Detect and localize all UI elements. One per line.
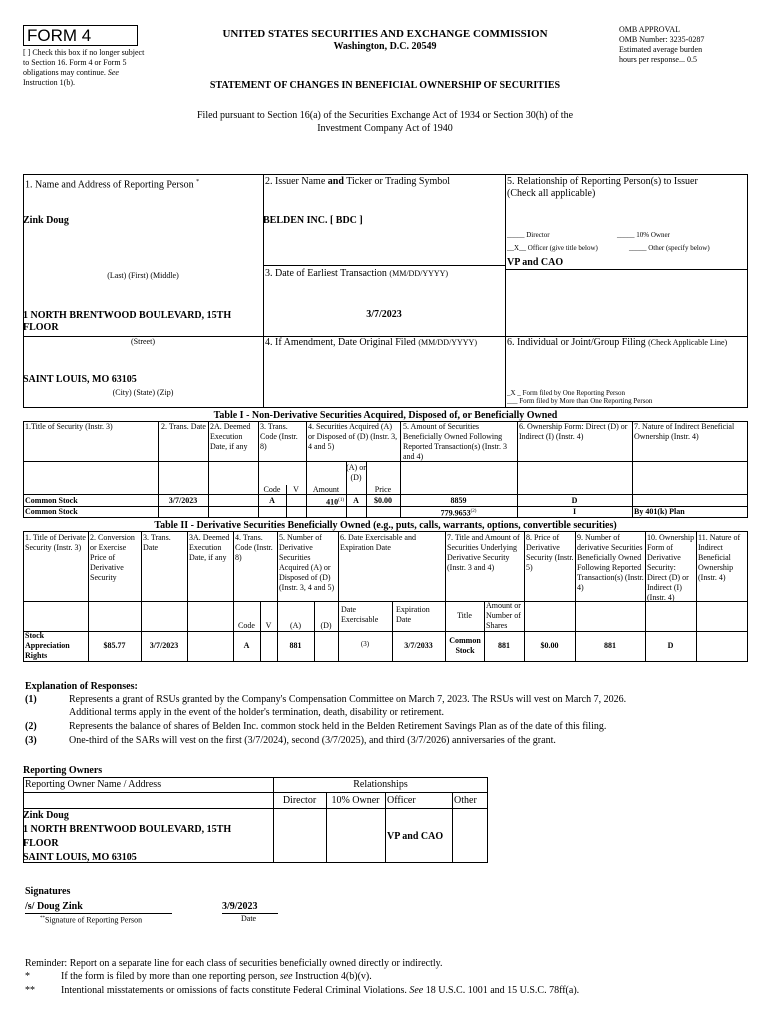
issuer-name: BELDEN INC. [ BDC ] — [263, 215, 363, 226]
t2-sub-a: (A) — [289, 621, 302, 630]
t1-r2-form: I — [572, 507, 577, 516]
relationship-officer[interactable]: __X__ Officer (give title below) — [507, 244, 598, 252]
omb-approval — [619, 25, 759, 65]
relationship-ten-pct[interactable]: _____ 10% Owner — [617, 231, 670, 239]
box2-label: 2. Issuer Name and Ticker or Trading Symbol — [265, 176, 451, 187]
owners-col-officer: Officer — [387, 795, 416, 806]
t1-h-nature: 7. Nature of Indirect Beneficial Ownership (Instr. 4) — [634, 422, 735, 441]
t2-sub-d: (D) — [320, 621, 332, 630]
t2-r1-price: $85.77 — [103, 641, 126, 650]
t1-r2-nature: By 401(k) Plan — [634, 507, 685, 516]
t2-r1-title: Stock Appreciation Rights — [25, 631, 70, 660]
omb-line3: Estimated average burden — [619, 45, 703, 54]
t2-h-title: 1. Title of Derivate Security (Instr. 3) — [25, 533, 86, 552]
t1-r1-owned: 8859 — [450, 496, 467, 505]
filing-more-persons[interactable]: ___ Form filed by More than One Reporting Person — [507, 397, 653, 405]
owners-title: Reporting Owners — [23, 765, 103, 776]
t2-r1-owned: 881 — [604, 641, 616, 650]
signature-date-caption: Date — [241, 914, 257, 923]
t1-r1-date: 3/7/2023 — [168, 496, 198, 505]
footer-star2: ** — [25, 985, 35, 996]
t1-r1-form: D — [571, 496, 578, 505]
filing-one-person[interactable]: _X _ Form filed by One Reporting Person — [507, 389, 626, 397]
t1-r1-price: $0.00 — [374, 496, 392, 505]
reporting-person-grid — [23, 174, 748, 408]
footer-star1-text: If the form is filed by more than one reporting person, see Instruction 4(b)(v). — [61, 971, 372, 982]
omb-line4: hours per response... 0.5 — [619, 55, 697, 64]
t2-sub-expiration: Expiration Date — [396, 605, 430, 624]
owner-addr1: 1 NORTH BRENTWOOD BOULEVARD, 15TH — [23, 824, 232, 835]
t2-h-owned: 9. Number of derivative Securities Beneficially Owned Following Reported Transaction(s) (Instr. 4) — [577, 533, 644, 592]
checkbox-see: See — [107, 68, 119, 77]
box1-label: 1. Name and Address of Reporting Person * — [25, 179, 200, 191]
name-caption: (Last) (First) (Middle) — [107, 271, 179, 280]
omb-line2: OMB Number: 3235-0287 — [619, 35, 705, 44]
signature-value: /s/ Doug Zink — [25, 901, 83, 912]
t1-sub-amount: Amount — [312, 485, 340, 494]
t2-r1-deriv-price: $0.00 — [540, 641, 559, 650]
t1-r2-owned: 779.9653$^{(2)}$ — [440, 508, 477, 518]
reporting-person-city: SAINT LOUIS, MO 63105 — [23, 374, 137, 385]
omb-line1: OMB APPROVAL — [619, 25, 680, 34]
t1-sub-aord: (A) or (D) — [346, 463, 366, 482]
no-longer-subject-checkbox[interactable] — [23, 48, 148, 88]
t1-h-form: 6. Ownership Form: Direct (D) or Indirect (I) (Instr. 4) — [519, 422, 628, 441]
table2-title: Table II - Derivative Securities Beneficially Owned (e.g., puts, calls, warrants, options, convertible securities) — [154, 520, 617, 531]
t2-h-date: 3. Trans. Date — [143, 533, 171, 552]
owners-relationships: Relationships — [353, 779, 408, 790]
owner-addr3: SAINT LOUIS, MO 63105 — [23, 852, 137, 863]
street-caption: (Street) — [131, 337, 155, 346]
t2-sub-date-exercisable: Date Exercisable — [341, 605, 379, 624]
t2-sub-v: V — [265, 621, 272, 630]
statement-title: STATEMENT OF CHANGES IN BENEFICIAL OWNERSHIP OF SECURITIES — [209, 80, 561, 91]
t1-h-acquired: 4. Securities Acquired (A) or Disposed of (D) (Instr. 3, 4 and 5) — [308, 422, 398, 451]
box4-label: 4. If Amendment, Date Original Filed (MM/DD/YYYY) — [265, 337, 477, 348]
t2-h-form: 10. Ownership Form of Derivative Security: Direct (D) or Indirect (I) (Instr. 4) — [647, 533, 695, 602]
t2-h-exercisable: 6. Date Exercisable and Expiration Date — [340, 533, 416, 552]
t2-h-number: 5. Number of Derivative Securities Acquired (A) or Disposed of (D) (Instr. 3, 4 and 5) — [279, 533, 335, 592]
t1-sub-price: Price — [374, 485, 392, 494]
t2-h-underlying: 7. Title and Amount of Securities Underlying Derivative Security (Instr. 3 and 4) — [447, 533, 520, 572]
t2-r1-a: 881 — [289, 641, 302, 650]
commission-city: Washington, D.C. 20549 — [333, 41, 437, 52]
t1-h-owned: 5. Amount of Securities Beneficially Owned Following Reported Transaction(s) (Instr. 3 and 4) — [403, 422, 507, 461]
explanation-1-text: Represents a grant of RSUs granted by the Company's Compensation Committee on March 7, 2023. The RSUs will vest on March 7, 2026. — [69, 694, 627, 705]
city-caption: (City) (State) (Zip) — [112, 388, 174, 397]
t2-h-code: 4. Trans. Code (Instr. 8) — [235, 533, 273, 562]
explanation-title: Explanation of Responses: — [25, 681, 138, 692]
t1-h-date: 2. Trans. Date — [161, 422, 206, 431]
signatures-title: Signatures — [25, 886, 71, 897]
reporting-person-street: 1 NORTH BRENTWOOD BOULEVARD, 15TH FLOOR — [23, 310, 232, 333]
explanation-1-text2: Additional terms apply in the event of the holder's termination, death, disability or retirement. — [69, 707, 445, 718]
explanation-3-text: One-third of the SARs will vest on the first (3/7/2024), second (3/7/2025), and third (3/7/2026) anniversaries of the grant. — [69, 735, 556, 746]
checkbox-text: [ ] Check this box if no longer subject to Section 16. Form 4 or Form 5 obligations may continue. — [23, 48, 145, 77]
table1-title: Table I - Non-Derivative Securities Acquired, Disposed of, or Beneficially Owned — [213, 410, 558, 421]
t2-r1-underlying-amount: 881 — [498, 641, 510, 650]
owners-col-director: Director — [282, 795, 317, 806]
commission-name: UNITED STATES SECURITIES AND EXCHANGE COMMISSION — [222, 28, 548, 40]
owner-addr2: FLOOR — [23, 838, 59, 849]
footer-reminder: Reminder: Report on a separate line for each class of securities beneficially owned directly or indirectly. — [25, 958, 443, 969]
t2-r1-expiration: 3/7/2033 — [404, 641, 433, 650]
signature-caption: **Signature of Reporting Person — [40, 915, 143, 925]
explanation-2-text: Represents the balance of shares of Belden Inc. common stock held in the Belden Retirement Savings Plan as of the date of this filing. — [69, 721, 607, 732]
t2-h-price: 8. Price of Derivative Security (Instr. 5) — [526, 533, 574, 572]
footer-star2-text: Intentional misstatements or omissions of facts constitute Federal Criminal Violations. See 18 U.S.C. 1001 and 15 U.S.C. 78ff(a). — [61, 985, 580, 996]
relationship-other[interactable]: _____ Other (specify below) — [629, 244, 710, 252]
t2-r1-date: 3/7/2023 — [149, 641, 179, 650]
relationship-director[interactable]: _____ Director — [507, 231, 550, 239]
form-title: FORM 4 — [27, 26, 92, 45]
t2-h-conversion: 2. Conversion or Exercise Price of Derivative Security — [90, 533, 135, 582]
explanation-3-num: (3) — [25, 735, 37, 746]
t1-h-title: 1.Title of Security (Instr. 3) — [25, 422, 113, 431]
checkbox-instruction: Instruction 1(b). — [23, 78, 75, 87]
t1-sub-v: V — [293, 485, 299, 494]
t1-sub-code: Code — [263, 485, 281, 494]
t1-r1-title: Common Stock — [25, 496, 78, 505]
t2-h-nature: 11. Nature of Indirect Beneficial Ownership (Instr. 4) — [698, 533, 741, 582]
t2-sub-title: Title — [457, 611, 472, 620]
t2-sub-code: Code — [238, 621, 255, 630]
t1-r1-amount: 410$^{(1)}$ — [326, 497, 344, 507]
footer-star1: * — [25, 971, 30, 982]
t1-r1-code: A — [269, 496, 275, 505]
t2-h-deemed: 3A. Deemed Execution Date, if any — [189, 533, 230, 562]
box5-label: 5. Relationship of Reporting Person(s) to Issuer (Check all applicable) — [507, 176, 698, 199]
t2-sub-amount: Amount or Number of Shares — [486, 601, 521, 630]
signature-date: 3/9/2023 — [222, 901, 258, 912]
t1-h-deemed: 2A. Deemed Execution Date, if any — [210, 422, 251, 451]
owners-col-ten-pct: 10% Owner — [331, 795, 380, 806]
officer-title: VP and CAO — [507, 257, 564, 268]
explanation-2-num: (2) — [25, 721, 37, 732]
owner-name: Zink Doug — [23, 810, 69, 821]
t2-r1-exercisable-note: (3) — [360, 640, 370, 648]
box6-label: 6. Individual or Joint/Group Filing (Check Applicable Line) — [507, 337, 728, 348]
filed-pursuant-line2: Investment Company Act of 1940 — [317, 123, 453, 134]
owners-col-name: Reporting Owner Name / Address — [25, 779, 162, 790]
t2-r1-form: D — [667, 641, 674, 650]
box3-label: 3. Date of Earliest Transaction (MM/DD/YYYY) — [265, 268, 449, 279]
t2-r1-underlying-title: Common Stock — [449, 636, 481, 655]
reporting-person-name: Zink Doug — [23, 215, 69, 226]
t1-r2-title: Common Stock — [25, 507, 78, 516]
t1-r1-aord: A — [353, 496, 359, 505]
explanation-1-num: (1) — [25, 694, 37, 705]
t2-r1-code: A — [243, 641, 250, 650]
t1-h-code: 3. Trans. Code (Instr. 8) — [260, 422, 298, 451]
filed-pursuant-line1: Filed pursuant to Section 16(a) of the Securities Exchange Act of 1934 or Section 30(h) of the — [196, 110, 574, 121]
owners-col-other: Other — [454, 795, 477, 806]
earliest-transaction-date: 3/7/2023 — [366, 309, 402, 320]
owner-officer-value: VP and CAO — [387, 831, 444, 842]
